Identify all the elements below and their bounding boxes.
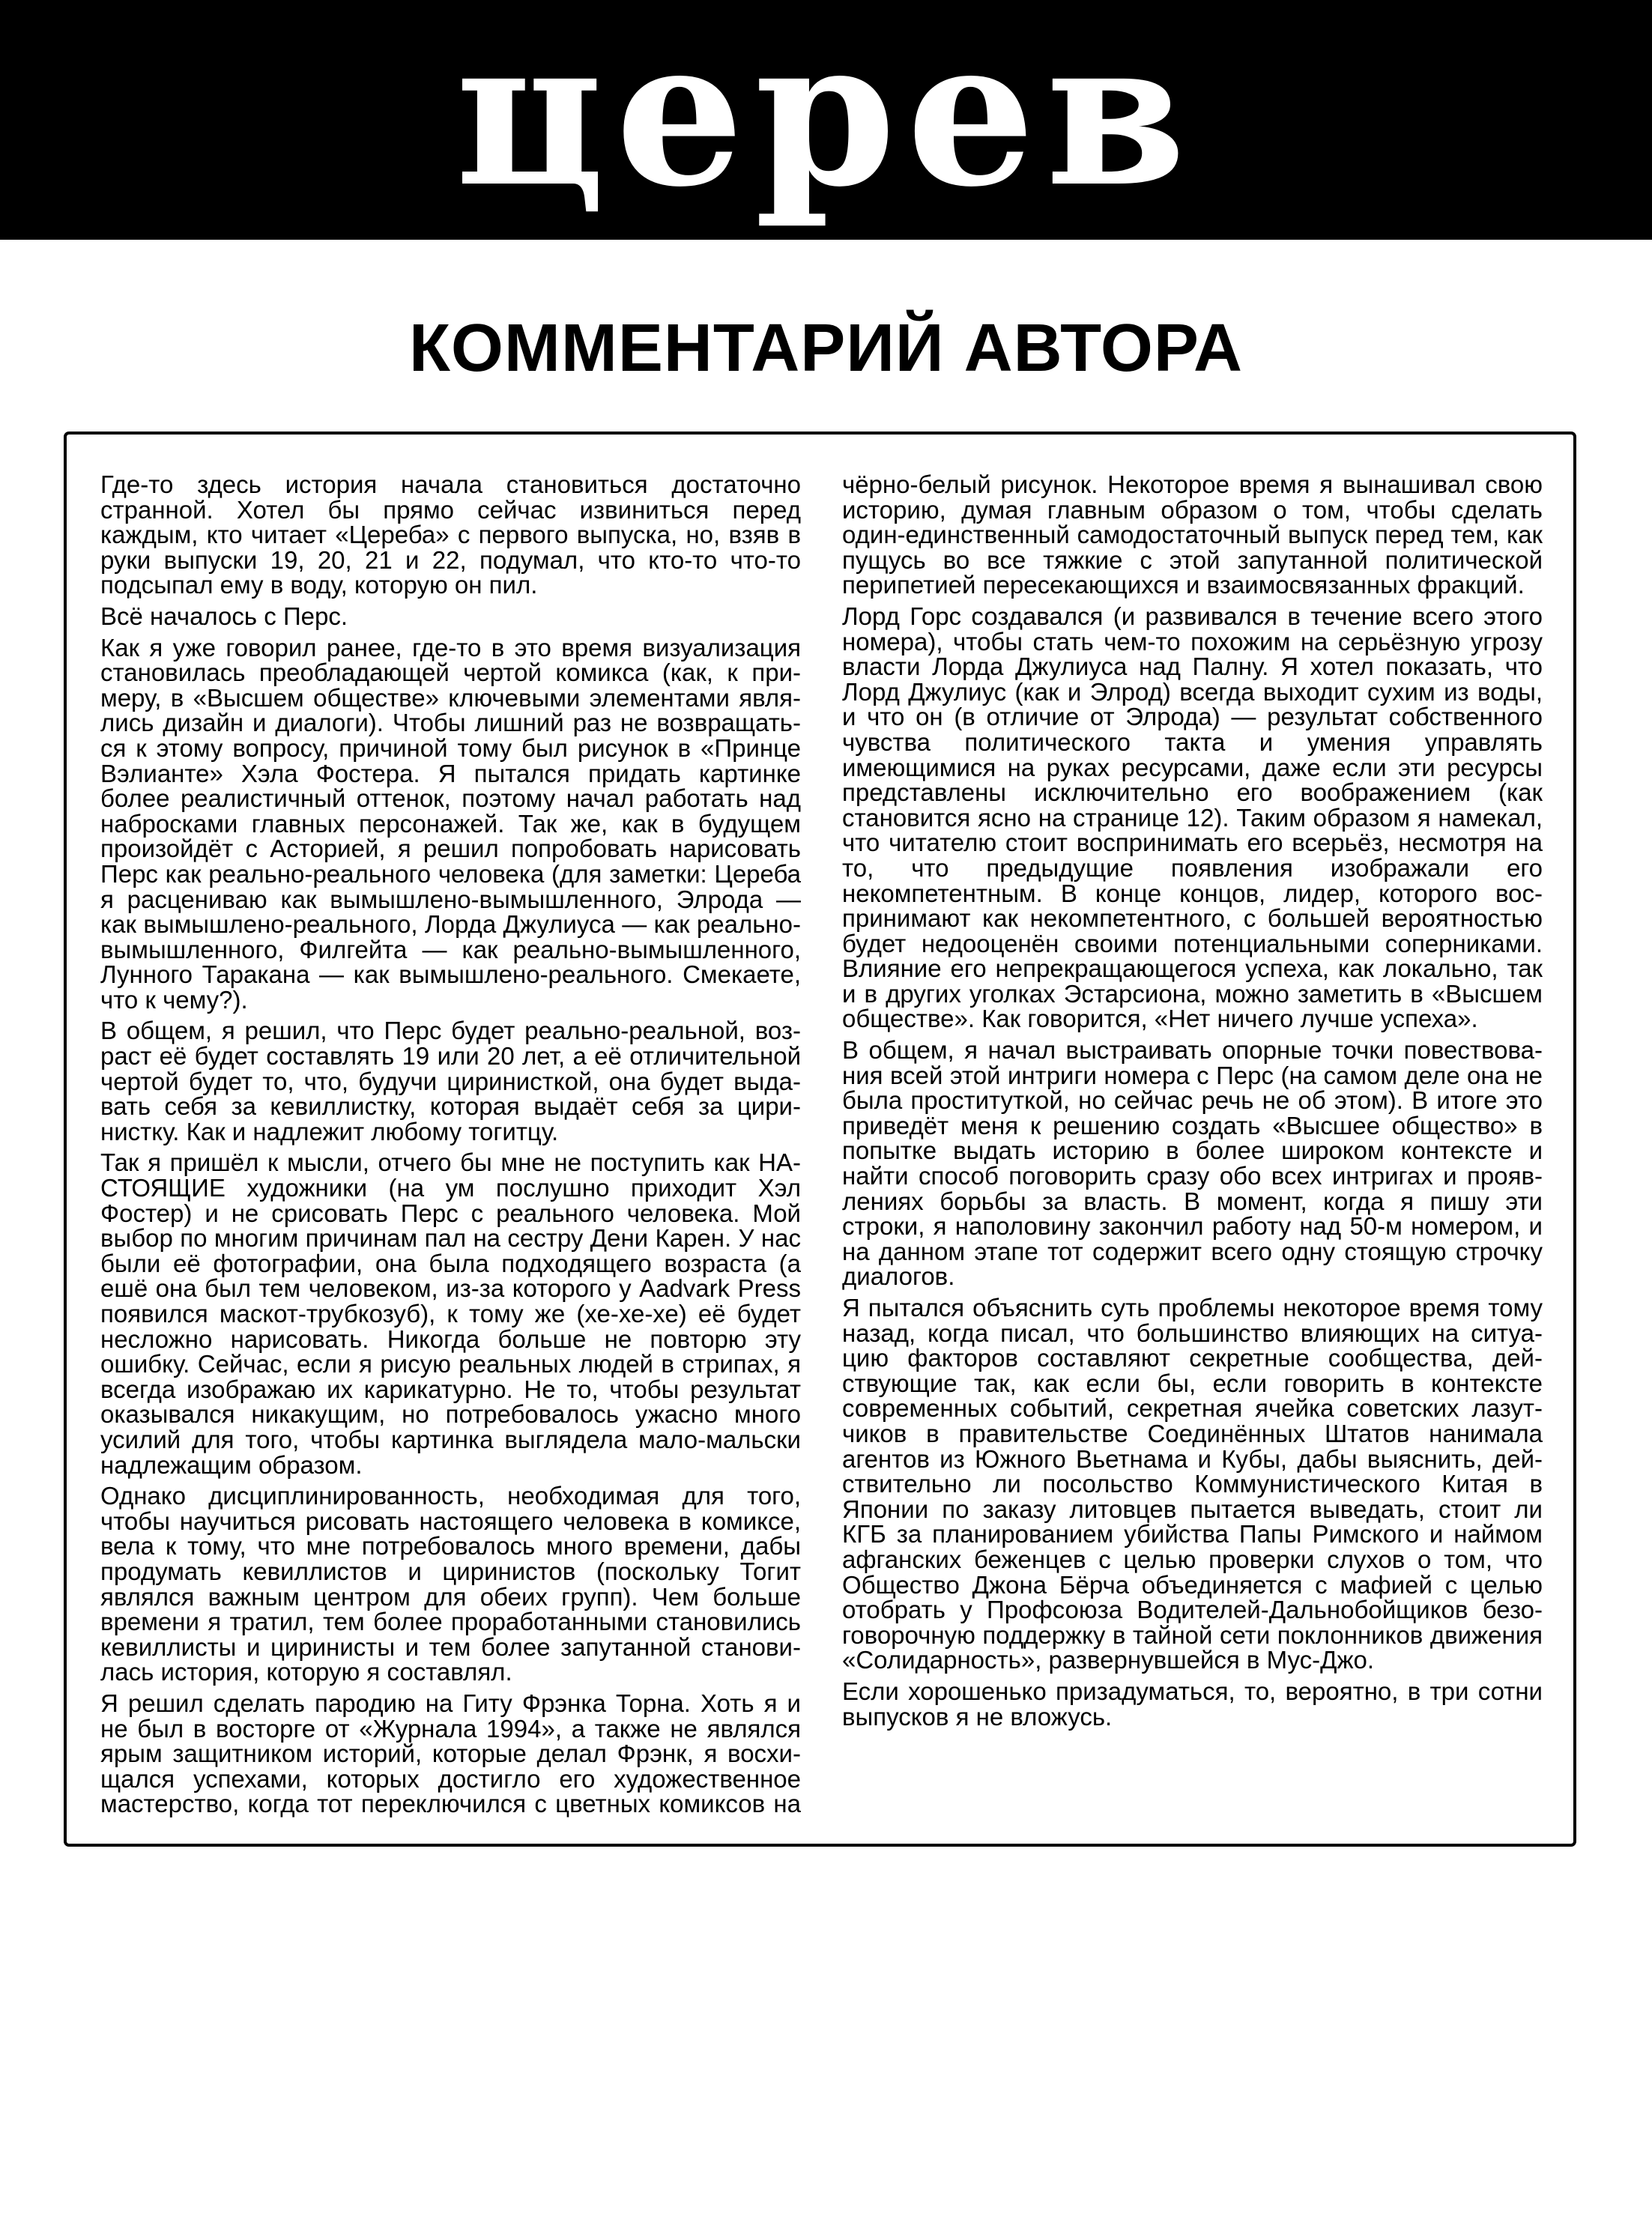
article-paragraph: В общем, я начал выстраивать опорные точки повествования всей этой интриги номера с Перс (на самом деле она не была проституткой, но сейчас речь не об этом). В итоге это приведёт меня к решению создать «Высшее общество» в попытке выдать историю в более широком контексте и найти способ поговорить сразу обо всех интригах и проявлениях борьбы за власть. В момент, когда я пишу эти строки, я наполовину закончил работу над 50-м номером, и на данном этапе тот содержит всего одну стоящую строчку диалогов.	[842, 1036, 1543, 1291]
article-paragraph: Я решил сделать пародию на Гиту Фрэнка Торна. Хоть я и не был в восторге от «Журнала 1994», а также не являлся ярым защитником историй, которые делал Фрэнк, я восхищался успехами, которых достигло его художественное мастерство, когда тот переключился с цветных комиксов на чёрно-белый рисунок. Некоторое время я вынашивал свою историю, думая главным образом о том, чтобы сделать один-единственный самодостаточный выпуск перед тем, как пущусь во все тяжкие с этой запутанной политической перипетией пересекающихся и взаимосвязанных фракций.	[100, 470, 1543, 1818]
comic-logo: церев	[455, 0, 1197, 231]
article-paragraph: Если хорошенько призадуматься, то, вероятно, в три сотни выпусков я не вложусь.	[842, 1677, 1543, 1731]
article-paragraph: Однако дисциплинированность, необходимая для того, чтобы научиться рисовать настоящего человека в комиксе, вела к тому, что мне потребовалось много времени, дабы продумать кевиллистов и циринистов (поскольку Тогит являлся важным центром для обеих групп). Чем больше времени я тратил, тем более проработанными становились кевиллисты и циринисты и тем более запутанной становилась история, которую я составлял.	[100, 1482, 801, 1686]
article-paragraph: Где-то здесь история начала становиться достаточно странной. Хотел бы прямо сейчас извиниться перед каждым, кто читает «Цереба» с первого выпуска, но, взяв в руки выпуски 19, 20, 21 и 22, подумал, что кто-то что-то подсыпал ему в воду, которую он пил.	[100, 470, 801, 599]
article-paragraph: Как я уже говорил ранее, где-то в это время визуализация становилась преобладающей чертой комикса (как, к примеру, в «Высшем обществе» ключевыми элементами являлись дизайн и диалоги). Чтобы лишний раз не возвращаться к этому вопросу, причиной тому был рисунок в «Принце Вэлианте» Хэла Фостера. Я пытался придать картинке более реалистичный оттенок, поэтому начал работать над набросками главных персонажей. Так же, как в будущем произойдёт с Асторией, я решил попробовать нарисовать Перс как реально-реального человека (для заметки: Цереба я расцениваю как вымышлено-вымышленного, Элрода — как вымышлено-реального, Лорда Джулиуса — как реально-вымышленного, Филгейта — как реально-вымышленного, Лунного Таракана — как вымышлено-реального. Смекаете, что к чему?).	[100, 633, 801, 1014]
article-text-columns	[100, 472, 1543, 1820]
article-paragraph: В общем, я решил, что Перс будет реально-реальной, возраст её будет составлять 19 или 20 лет, а её отличительной чертой будет то, что, будучи циринисткой, она будет выдавать себя за кевиллистку, которая выдаёт себя за циринистку. Как и надлежит любому тогитцу.	[100, 1017, 801, 1145]
article-paragraph: Лорд Горс создавался (и развивался в течение всего этого номера), чтобы стать чем-то похожим на серьёзную угрозу власти Лорда Джулиуса над Палну. Я хотел показать, что Лорд Джулиус (как и Элрод) всегда выходит сухим из воды, и что он (в отличие от Элрода) — результат собственного чувства политического такта и умения управлять имеющимися на руках ресурсами, даже если эти ресурсы представлены исключительно его воображением (как становится ясно на странице 12). Таким образом я намекал, что читателю стоит воспринимать его всерьёз, несмотря на то, что предыдущие появления изображали его некомпетентным. В конце концов, лидер, которого воспринимают как некомпетентного, с большей вероятностью будет недооценён своими потенциальными соперниками. Влияние его непрекращающегося успеха, как локально, так и в других уголках Эстарсиона, можно заметить в «Высшем обществе». Как говорится, «Нет ничего лучше успеха».	[842, 602, 1543, 1033]
article-paragraph: Я пытался объяснить суть проблемы некоторое время тому назад, когда писал, что большинство влияющих на ситуацию факторов составляют секретные сообщества, действующие так, как если бы, если говорить в контексте современных событий, секретная ячейка советских лазутчиков в правительстве Соединённых Штатов нанимала агентов из Южного Вьетнама и Кубы, дабы выяснить, действительно ли посольство Коммунистического Китая в Японии по заказу литовцев пытается выведать, стоит ли КГБ за планированием убийства Папы Римского и наймом афганских беженцев с целью проверки слухов о том, что Общество Джона Бёрча объединяется с мафией с целью отобрать у Профсоюза Водителей-Дальнобойщиков безоговорочную поддержку в тайной сети поклонников движения «Солидарность», развернувшейся в Мус-Джо.	[842, 1294, 1543, 1674]
section-title: КОММЕНТАРИЙ АВТОРА	[408, 311, 1244, 386]
article-paragraph: Так я пришёл к мысли, отчего бы мне не поступить как НАСТОЯЩИЕ художники (на ум послушно приходит Хэл Фостер) и не срисовать Перс с реального человека. Мой выбор по многим причинам пал на сестру Дени Карен. У нас были её фотографии, она была подходящего возраста (а ешё она был тем человеком, из-за которого у Aadvark Press появился маскот-трубкозуб), к тому же (хе-хе-хе) её будет несложно нарисовать. Никогда больше не повторю эту ошибку. Сейчас, если я рисую реальных людей в стрипах, я всегда изображаю их карикатурно. Не то, чтобы результат оказывался никакущим, но потребовалось ужасно много усилий для того, чтобы картинка выглядела мало-мальски надлежащим образом.	[100, 1148, 801, 1479]
article-paragraph: Всё началось с Перс.	[100, 602, 348, 630]
masthead-banner	[0, 0, 1652, 240]
article-box	[64, 432, 1576, 1847]
